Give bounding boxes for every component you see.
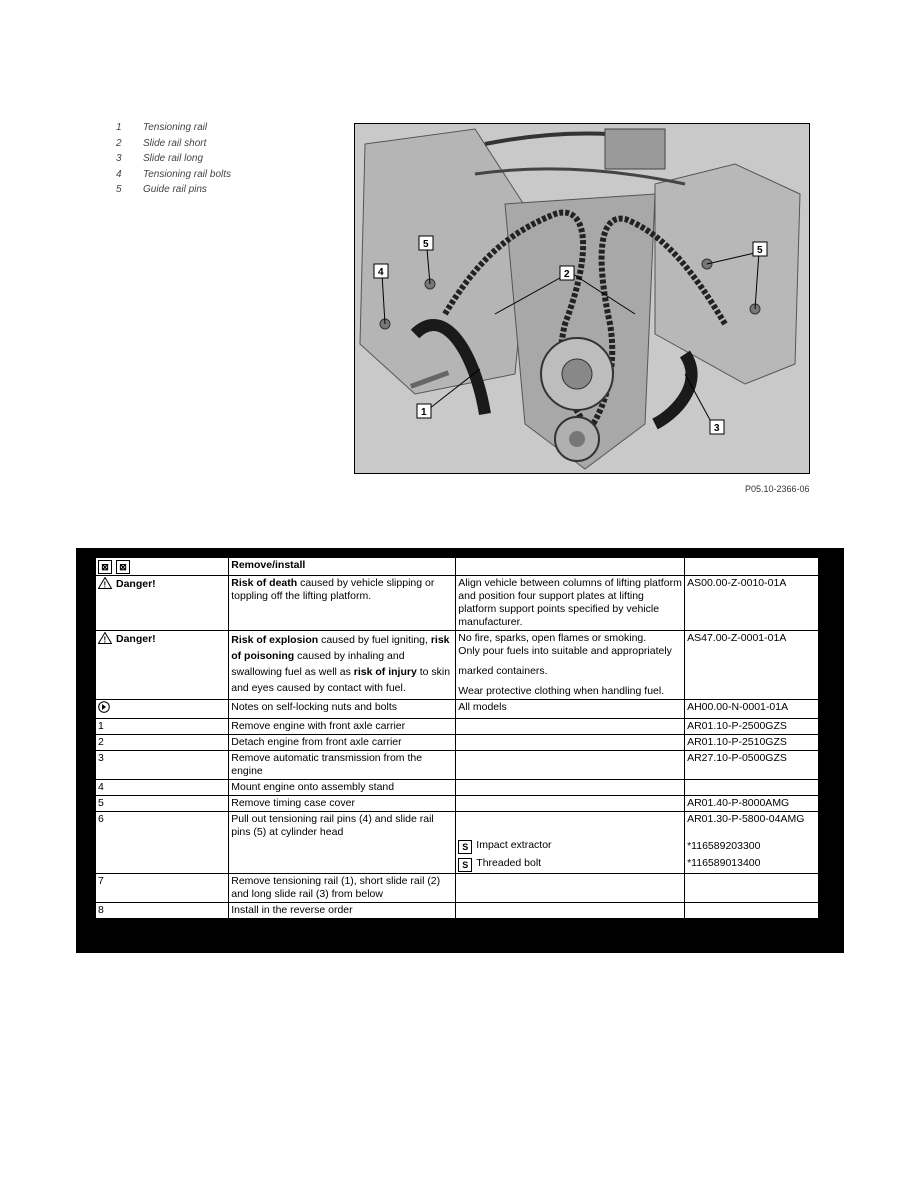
table-row: 6 Pull out tensioning rail pins (4) and slide rail pins (5) at cylinder head S Impact extractor S Threaded bolt AR01.30-P-5800-04AMG *116589203300 *116589013400 — [96, 812, 819, 874]
table-row: 5 Remove timing case cover AR01.40-P-8000AMG — [96, 796, 819, 812]
figure-code: P05.10-2366-06 — [745, 484, 810, 494]
callout-4: 4 — [378, 267, 384, 278]
install-icon: ⊠ — [116, 560, 130, 574]
procedure-table-frame — [76, 548, 844, 953]
legend-item: 4 Tensioning rail bolts — [116, 168, 232, 180]
special-tool-icon: S — [458, 858, 472, 872]
legend-item: 3 Slide rail long — [116, 153, 204, 164]
callout-2: 2 — [564, 269, 570, 280]
table-row: ! Danger! Risk of death caused by vehicle slipping or toppling off the lifting platform. Align vehicle between columns of lifting platform and position four support plates at lifting platform support points specified by vehicle manufacturer. AS00.00-Z-0010-01A — [96, 576, 819, 631]
procedure-table — [95, 557, 819, 919]
callout-1: 1 — [421, 407, 427, 418]
header-icons — [96, 558, 229, 576]
table-row: Notes on self-locking nuts and bolts All models AH00.00-N-0001-01A — [96, 700, 819, 719]
table-row: 1 Remove engine with front axle carrier AR01.10-P-2500GZS — [96, 719, 819, 735]
warning-triangle-icon — [98, 577, 112, 593]
warning-triangle-icon — [98, 632, 112, 648]
table-row: 3 Remove automatic transmission from the engine AR27.10-P-0500GZS — [96, 751, 819, 780]
table-row: 7 Remove tensioning rail (1), short slide rail (2) and long slide rail (3) from below — [96, 874, 819, 903]
table-header-row — [96, 558, 819, 576]
remove-icon: ⊠ — [98, 560, 112, 574]
engine-figure — [354, 123, 810, 474]
table-row: 2 Detach engine from front axle carrier AR01.10-P-2510GZS — [96, 735, 819, 751]
engine-illustration — [355, 124, 809, 473]
callout-5-left: 5 — [423, 239, 429, 250]
svg-text:!: ! — [103, 580, 107, 589]
special-tool-icon: S — [458, 840, 472, 854]
tool-row: S Threaded bolt — [458, 857, 682, 872]
legend-item: 1 Tensioning rail — [116, 122, 208, 133]
table-row: 8 Install in the reverse order — [96, 903, 819, 919]
svg-text:!: ! — [103, 635, 107, 644]
tool-row: S Impact extractor — [458, 839, 682, 854]
notes-icon — [98, 701, 110, 717]
legend-item: 2 Slide rail short — [116, 137, 207, 149]
callout-5-right: 5 — [757, 245, 763, 256]
table-row: ! Danger! Risk of explosion caused by fuel igniting, risk of poisoning caused by inhaling and swallowing fuel as well as risk of injury to skin and eyes caused by contact with fuel. No fire, sparks, open flames or smoking. Only pour fuels into suitable and appropriately marked containers. Wear protective clothing when handling fuel. AS47.00-Z-0001-01A — [96, 631, 819, 700]
table-row: 4 Mount engine onto assembly stand — [96, 780, 819, 796]
callout-3: 3 — [714, 423, 720, 434]
legend-item: 5 Guide rail pins — [116, 184, 207, 195]
header-title: Remove/install — [229, 558, 456, 576]
legend — [116, 120, 231, 198]
